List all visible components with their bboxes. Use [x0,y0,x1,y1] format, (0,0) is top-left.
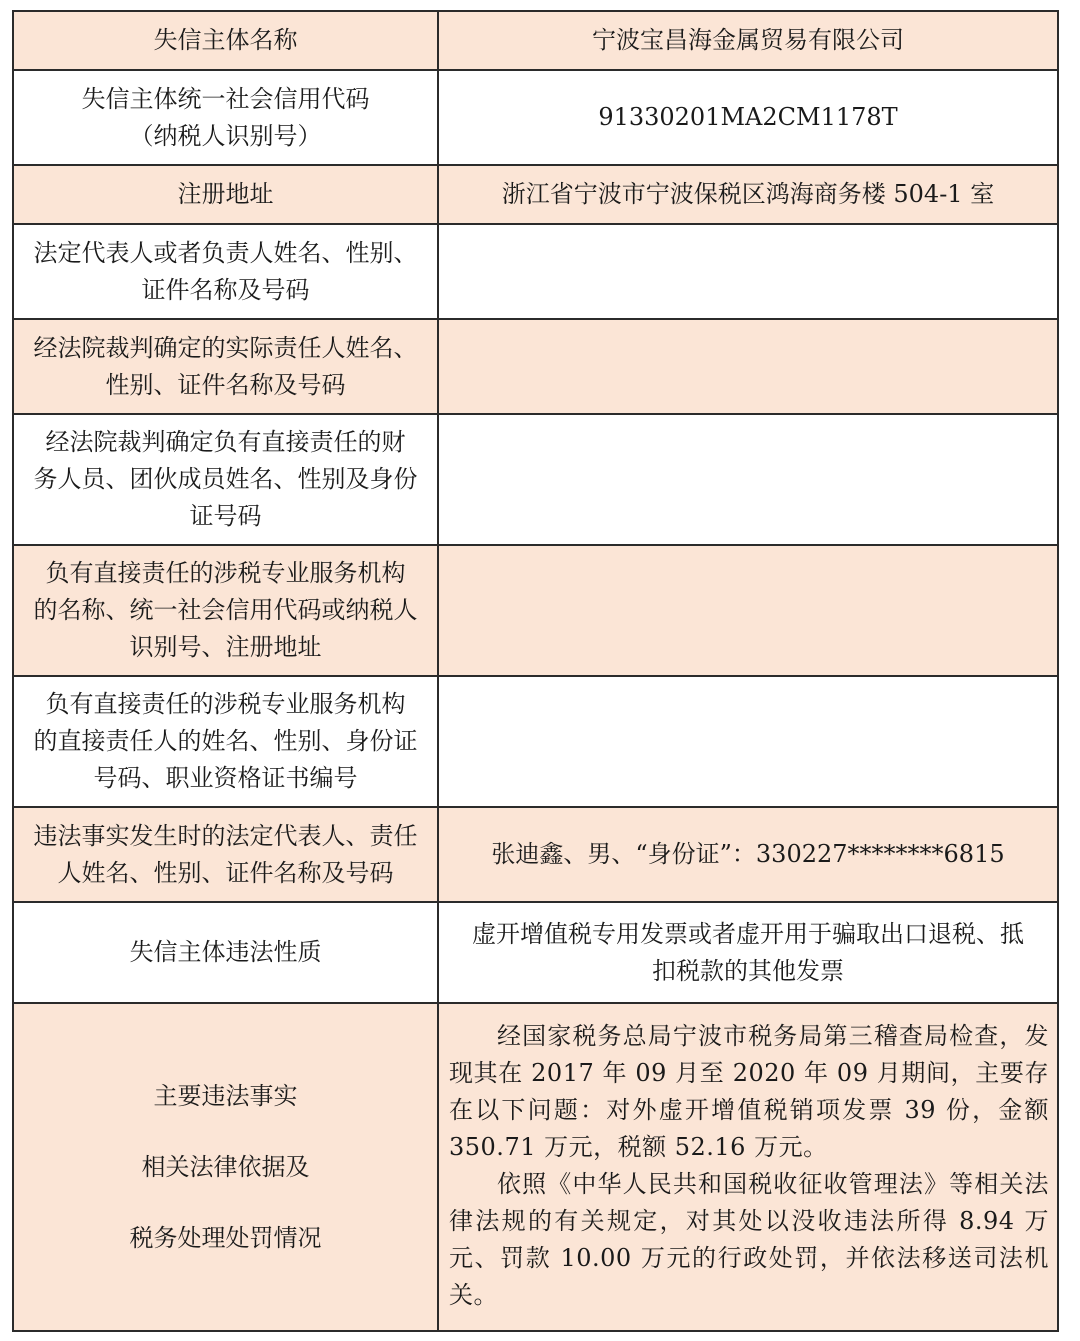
violation-facts-label: 主要违法事实 相关法律依据及 税务处理处罚情况 [13,1003,438,1331]
tax-agency-person-label: 负有直接责任的涉税专业服务机构 的直接责任人的姓名、性别、身份证 号码、职业资格证书编号 [13,676,438,807]
violation-nature-value: 虚开增值税专用发票或者虚开用于骗取出口退税、抵 扣税款的其他发票 [438,902,1058,1003]
violation-facts-paragraph: 经国家税务总局宁波市税务局第三稽查局检查，发现其在 2017 年 09 月至 2020 年 09 月期间，主要存在以下问题：对外虚开增值税销项发票 39 份，金额 350.71 万元，税额 52.16 万元。 [449,1022,1049,1161]
actual-responsible-person-label: 经法院裁判确定的实际责任人姓名、 性别、证件名称及号码 [13,319,438,414]
row-representative-at-violation [13,807,1058,902]
row-legal-representative [13,224,1058,319]
representative-at-violation-label: 违法事实发生时的法定代表人、责任 人姓名、性别、证件名称及号码 [13,807,438,902]
tax-agency-label: 负有直接责任的涉税专业服务机构 的名称、统一社会信用代码或纳税人 识别号、注册地址 [13,545,438,676]
row-violation-nature [13,902,1058,1003]
row-credit-code [13,70,1058,165]
tax-agency-value [438,545,1058,676]
registered-address-label: 注册地址 [13,165,438,224]
taxpayer-record-table [12,10,1059,1332]
row-entity-name [13,11,1058,70]
violation-facts-value [438,1003,1058,1331]
penalty-paragraph: 依照《中华人民共和国税收征收管理法》等相关法律法规的有关规定，对其处以没收违法所得 8.94 万元、罚款 10.00 万元的行政处罚，并依法移送司法机关。 [449,1170,1049,1309]
legal-representative-value [438,224,1058,319]
violation-nature-label: 失信主体违法性质 [13,902,438,1003]
registered-address-value: 浙江省宁波市宁波保税区鸿海商务楼 504-1 室 [438,165,1058,224]
row-violation-facts [13,1003,1058,1331]
tax-agency-person-value [438,676,1058,807]
finance-staff-label: 经法院裁判确定负有直接责任的财 务人员、团伙成员姓名、性别及身份 证号码 [13,414,438,545]
row-tax-agency [13,545,1058,676]
entity-name-value: 宁波宝昌海金属贸易有限公司 [438,11,1058,70]
legal-representative-label: 法定代表人或者负责人姓名、性别、 证件名称及号码 [13,224,438,319]
representative-at-violation-value: 张迪鑫、男、“身份证”：330227********6815 [438,807,1058,902]
actual-responsible-person-value [438,319,1058,414]
credit-code-label: 失信主体统一社会信用代码 （纳税人识别号） [13,70,438,165]
row-registered-address [13,165,1058,224]
row-tax-agency-person [13,676,1058,807]
entity-name-label: 失信主体名称 [13,11,438,70]
row-finance-staff [13,414,1058,545]
row-actual-responsible-person [13,319,1058,414]
credit-code-value: 91330201MA2CM1178T [438,70,1058,165]
finance-staff-value [438,414,1058,545]
